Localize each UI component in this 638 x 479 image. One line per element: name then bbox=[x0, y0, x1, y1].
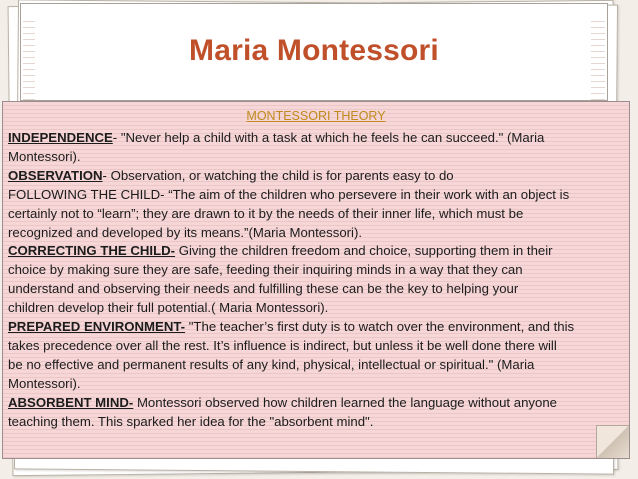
text-line: Montessori). bbox=[8, 148, 81, 164]
text-line: choice by making sure they are safe, feeding their inquiring minds in a way that they can bbox=[8, 262, 523, 278]
text-line: Montessori). bbox=[8, 375, 81, 391]
term-correcting-the-child: CORRECTING THE CHILD- bbox=[8, 243, 176, 259]
slide-title: Maria Montessori bbox=[189, 34, 439, 67]
text-line: ABSORBENT MIND- Montessori observed how children learned the language without anyone bbox=[8, 394, 558, 410]
section-heading: MONTESSORI THEORY bbox=[246, 109, 386, 123]
text-line: OBSERVATION- Observation, or watching the child is for parents easy to do bbox=[8, 167, 454, 183]
content-card bbox=[2, 101, 630, 459]
title-card bbox=[20, 3, 608, 101]
term-observation: OBSERVATION bbox=[8, 167, 103, 183]
text-line: teaching them. This sparked her idea for the "absorbent mind". bbox=[8, 413, 374, 429]
text-line: FOLLOWING THE CHILD- “The aim of the children who persevere in their work with an object is bbox=[8, 186, 570, 202]
term-absorbent-mind: ABSORBENT MIND- bbox=[8, 394, 134, 410]
text-line: children develop their full potential.( Maria Montessori). bbox=[8, 300, 329, 316]
text-line: certainly not to “learn”; they are drawn to it by the needs of their inner life, which must be bbox=[8, 205, 524, 221]
text-line: recognized and developed by its means.”(Maria Montessori). bbox=[8, 224, 363, 240]
text-line: CORRECTING THE CHILD- Giving the children freedom and choice, supporting them in their bbox=[8, 243, 553, 259]
page-curl bbox=[596, 425, 629, 458]
term-prepared-environment: PREPARED ENVIRONMENT- bbox=[8, 319, 186, 335]
text-line: INDEPENDENCE- "Never help a child with a task at which he feels he can succeed." (Maria bbox=[8, 130, 545, 145]
text-line: PREPARED ENVIRONMENT- "The teacher’s first duty is to watch over the environment, and this bbox=[8, 319, 575, 335]
text-line: understand and observing their needs and fulfilling these can be the key to helping your bbox=[8, 281, 519, 297]
term-independence: INDEPENDENCE bbox=[8, 130, 113, 145]
body-text bbox=[8, 129, 626, 432]
text-line: takes precedence over all the rest. It’s influence is indirect, but unless it be well done there will bbox=[8, 337, 557, 353]
text-line: be no effective and permanent results of any kind, physical, intellectual or spiritual." (Maria bbox=[8, 356, 535, 372]
